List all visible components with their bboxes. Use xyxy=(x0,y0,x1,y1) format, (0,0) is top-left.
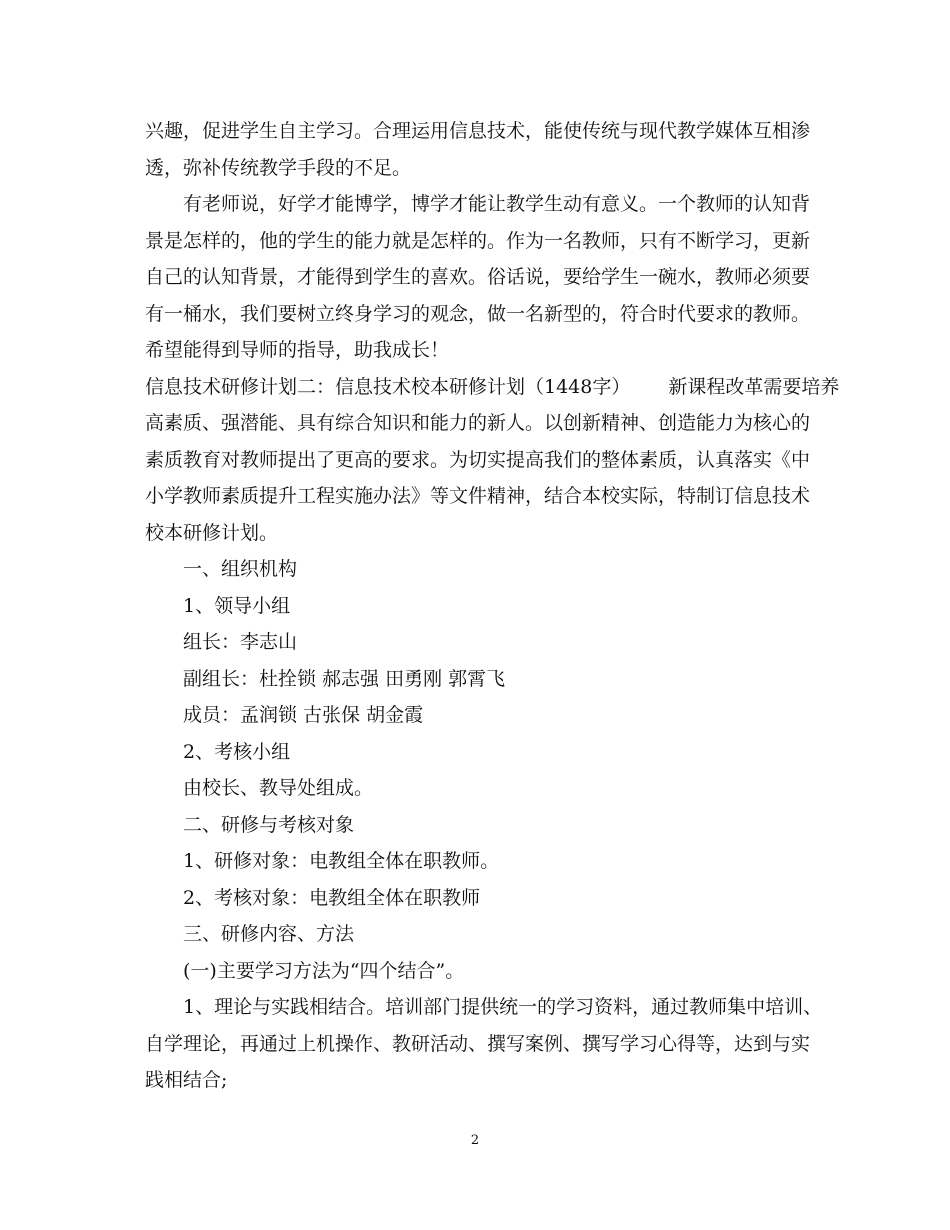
paragraph-line: 透，弥补传统教学手段的不足。 xyxy=(145,156,412,179)
section-heading: 三、研修内容、方法 xyxy=(183,923,355,945)
paragraph-text: 新课程改革需要培养 xyxy=(668,375,840,398)
paragraph-line: 高素质、强潜能、具有综合知识和能力的新人。以创新精神、创造能力为核心的 xyxy=(145,412,811,434)
paragraph-line: 自学理论，再通过上机操作、教研活动、撰写案例、撰写学习心得等，达到与实 xyxy=(145,1032,811,1055)
section-title: 信息技术研修计划二：信息技术校本研修计划（1448字） xyxy=(145,375,631,398)
heading-line xyxy=(145,369,840,406)
list-item: 组长：李志山 xyxy=(183,631,298,653)
list-item: 成员：孟润锁 古张保 胡金霞 xyxy=(183,704,424,726)
paragraph-line: 景是怎样的，他的学生的能力就是怎样的。作为一名教师，只有不断学习，更新 xyxy=(145,229,811,252)
paragraph-line: 素质教育对教师提出了更高的要求。为切实提高我们的整体素质，认真落实《中 xyxy=(145,448,811,471)
list-item: 由校长、教导处组成。 xyxy=(183,777,374,799)
paragraph-line: 校本研修计划。 xyxy=(145,521,279,544)
list-item: 副组长：杜拴锁 郝志强 田勇刚 郭霄飞 xyxy=(183,667,506,690)
subsection-heading: (一)主要学习方法为“四个结合”。 xyxy=(183,959,465,982)
section-heading: 一、组织机构 xyxy=(183,558,298,580)
paragraph-line: 有一桶水，我们要树立终身学习的观念，做一名新型的，符合时代要求的教师。 xyxy=(145,302,811,325)
paragraph-line: 自己的认知背景，才能得到学生的喜欢。俗话说，要给学生一碗水，教师必须要 xyxy=(145,266,811,288)
list-item: 2、考核对象：电教组全体在职教师 xyxy=(183,886,481,909)
paragraph-line: 践相结合; xyxy=(145,1069,228,1091)
paragraph-line: 希望能得到导师的指导，助我成长！ xyxy=(145,339,450,361)
document-body xyxy=(145,113,840,1099)
page-number: 2 xyxy=(470,1133,480,1148)
paragraph-line: 小学教师素质提升工程实施办法》等文件精神，结合本校实际，特制订信息技术 xyxy=(145,485,811,507)
list-item: 1、研修对象：电教组全体在职教师。 xyxy=(183,850,500,872)
paragraph-line: 有老师说，好学才能博学，博学才能让教学生动有意义。一个教师的认知背 xyxy=(183,193,811,215)
paragraph-line: 1、理论与实践相结合。培训部门提供统一的学习资料，通过教师集中培训、 xyxy=(183,996,823,1018)
subsection-heading: 1、领导小组 xyxy=(183,594,291,617)
subsection-heading: 2、考核小组 xyxy=(183,740,291,763)
paragraph-line: 兴趣，促进学生自主学习。合理运用信息技术，能使传统与现代教学媒体互相渗 xyxy=(145,120,811,142)
section-heading: 二、研修与考核对象 xyxy=(183,813,355,836)
